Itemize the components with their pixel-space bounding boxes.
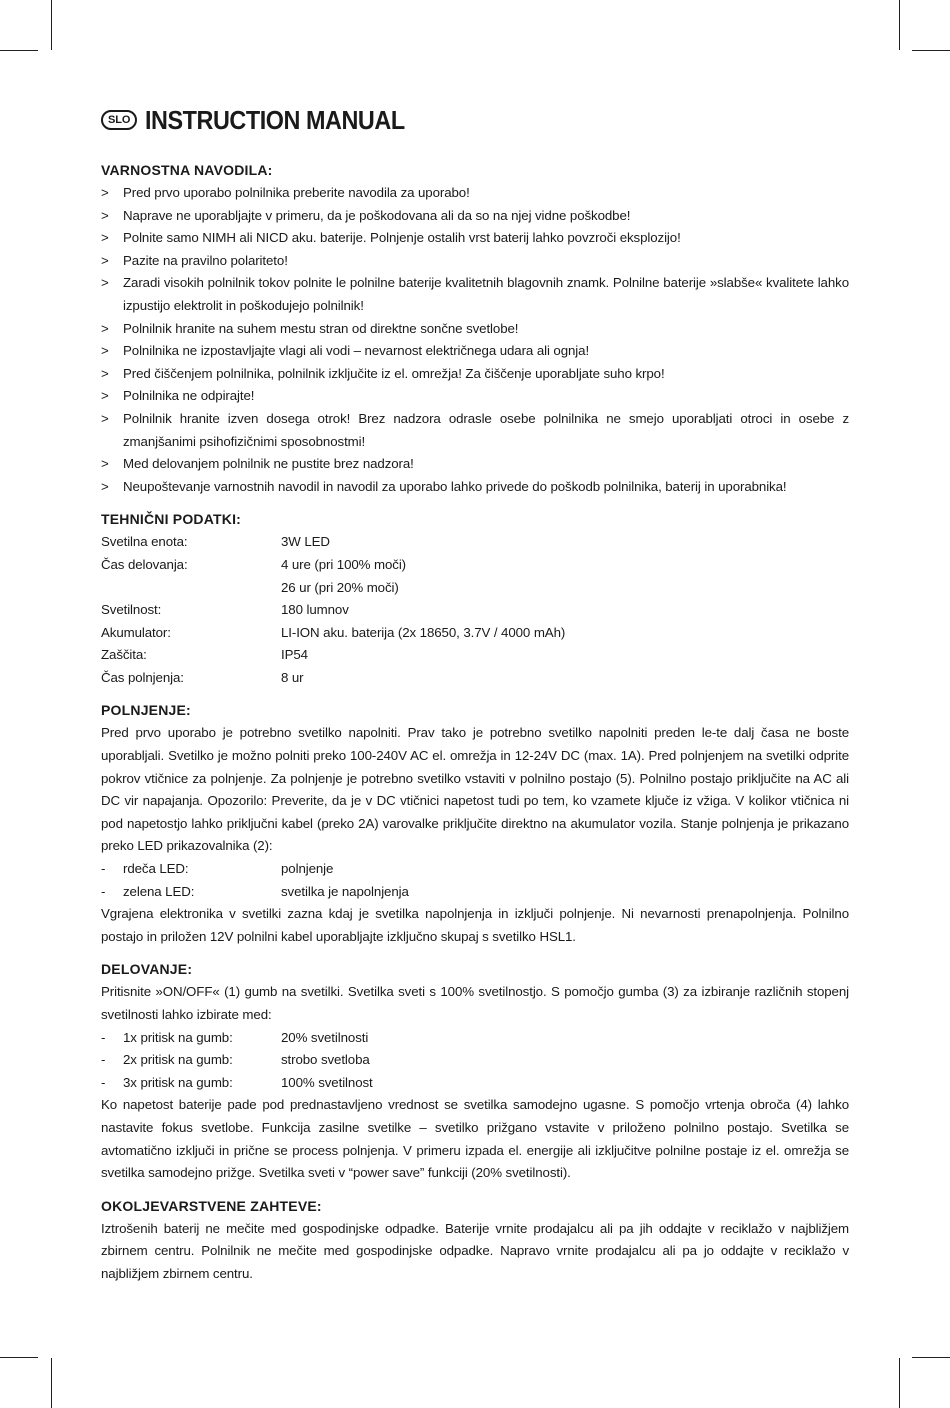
mode-label: 2x pritisk na gumb: (123, 1052, 233, 1068)
spec-row (101, 531, 565, 554)
spec-label: Zaščita: (101, 647, 147, 663)
spec-row (101, 667, 565, 690)
dash-marker: - (101, 1052, 106, 1068)
safety-item: > Polnilnika ne odpirajte! (101, 385, 849, 408)
spec-row (101, 644, 565, 667)
safety-item: > Naprave ne uporabljajte v primeru, da je poškodovana ali da so na njej vidne poškodbe! (101, 205, 849, 228)
operation-paragraph: Pritisnite »ON/OFF« (1) gumb na svetilki. Svetilka sveti s 100% svetilnostjo. S pomočjo gumba (3) za izbiranje različnih stopenj svetilnosti lahko izbirate med: (101, 984, 849, 1022)
crop-mark-tr-h (912, 50, 950, 51)
spec-label: Čas delovanja: (101, 556, 188, 572)
spec-value: LI-ION aku. baterija (2x 18650, 3.7V / 4000 mAh) (281, 624, 566, 640)
led-value: svetilka je napolnjenja (281, 883, 409, 899)
mode-label: 1x pritisk na gumb: (123, 1029, 233, 1045)
mode-value: 20% svetilnosti (281, 1029, 369, 1045)
spec-value: 3W LED (281, 534, 330, 550)
crop-mark-bl-h (0, 1357, 38, 1358)
spec-value: 26 ur (pri 20% moči) (281, 579, 399, 595)
spec-label: Čas polnjenja: (101, 669, 184, 685)
led-row (101, 858, 849, 881)
dash-marker: - (101, 1074, 106, 1090)
led-label: rdeča LED: (123, 861, 189, 877)
environment-heading: OKOLJEVARSTVENE ZAHTEVE: (101, 1197, 322, 1214)
spec-row (101, 577, 565, 600)
operation-paragraph: Ko napetost baterije pade pod prednastavljeno vrednost se svetilka samodejno ugasne. S pomočjo vrtenja obroča (4) lahko nastavite fokus svetlobe. Funkcija zasilne svetilke – svetilko prižgano vstavite v priloženo polnilno postajo. Svetilka se avtomatično izključi in prične se process polnjenja. V primeru izpada el. energije ali izključitve polnilne postaje iz el. omrežja se svetilka samodejno prižge. Svetilka sveti v “power save” funkciji (20% svetilnosti). (101, 1097, 849, 1181)
crop-mark-tl-v (51, 0, 52, 50)
safety-item: > Pred čiščenjem polnilnika, polnilnik izključite iz el. omrežja! Za čiščenje uporabljate suho krpo! (101, 363, 849, 386)
crop-mark-bl-v (51, 1358, 52, 1408)
spec-row (101, 622, 565, 645)
mode-label: 3x pritisk na gumb: (123, 1074, 233, 1090)
safety-item: > Polnilnik hranite izven dosega otrok! Brez nadzora odrasle osebe polnilnika ne smejo uporabljati otroci in osebe z zmanjšanimi psihofizičnimi sposobnostmi! (101, 408, 849, 453)
spec-value: 8 ur (281, 669, 304, 685)
dash-marker: - (101, 861, 106, 877)
spec-label: Svetilnost: (101, 602, 162, 618)
spec-value: 180 lumnov (281, 602, 349, 618)
spec-row (101, 554, 565, 577)
dash-marker: - (101, 883, 106, 899)
mode-row (101, 1049, 849, 1072)
spec-value: 4 ure (pri 100% moči) (281, 556, 407, 572)
led-label: zelena LED: (123, 883, 195, 899)
language-badge: SLO (101, 110, 137, 130)
crop-mark-br-h (912, 1357, 950, 1358)
environment-paragraph: Iztrošenih baterij ne mečite med gospodinjske odpadke. Baterije vrnite prodajalcu ali pa jih oddajte v reciklažo v najbližjem zbirnem centru. Polnilnik ne mečite med gospodinjske odpadke. Napravo vrnite prodajalcu ali pa jo oddajte v reciklažo v najbližjem zbirnem centru. (101, 1220, 849, 1281)
safety-item: > Pred prvo uporabo polnilnika preberite navodila za uporabo! (101, 182, 849, 205)
safety-item: > Pazite na pravilno polariteto! (101, 250, 849, 273)
spec-label: Akumulator: (101, 624, 171, 640)
manual-page (101, 100, 849, 1286)
safety-item: > Polnite samo NIMH ali NICD aku. baterije. Polnjenje ostalih vrst baterij lahko povzroči eksplozijo! (101, 227, 849, 250)
led-row (101, 881, 849, 904)
safety-list (101, 182, 849, 498)
mode-value: 100% svetilnost (281, 1074, 373, 1090)
specs-table (101, 531, 565, 689)
safety-item: > Med delovanjem polnilnik ne pustite brez nadzora! (101, 453, 849, 476)
led-value: polnjenje (281, 861, 334, 877)
operation-heading: DELOVANJE: (101, 961, 193, 978)
safety-item: > Neupoštevanje varnostnih navodil in navodil za uporabo lahko privede do poškodb polnilnika, baterij in uporabnika! (101, 476, 849, 499)
safety-item: > Polnilnik hranite na suhem mestu stran od direktne sončne svetlobe! (101, 318, 849, 341)
spec-value: IP54 (281, 647, 308, 663)
safety-item: > Polnilnika ne izpostavljajte vlagi ali vodi – nevarnost električnega udara ali ognja! (101, 340, 849, 363)
title-row (101, 100, 849, 140)
spec-row (101, 599, 565, 622)
safety-heading: VARNOSTNA NAVODILA: (101, 162, 273, 178)
page-title: INSTRUCTION MANUAL (145, 104, 405, 135)
spec-label (101, 577, 281, 600)
crop-mark-tr-v (899, 0, 900, 50)
crop-mark-br-v (899, 1358, 900, 1408)
dash-marker: - (101, 1029, 106, 1045)
specs-heading: TEHNIČNI PODATKI: (101, 511, 242, 528)
spec-label: Svetilna enota: (101, 534, 188, 550)
mode-value: strobo svetloba (281, 1052, 370, 1068)
charging-paragraph: Vgrajena elektronika v svetilki zazna kdaj je svetilka napolnjenja in izključi polnjenje. Ni nevarnosti prenapolnjenja. Polnilno postajo in priložen 12V polnilni kabel uporabljajte izključno skupaj s svetilko HSL1. (101, 906, 849, 944)
charging-heading: POLNJENJE: (101, 702, 191, 719)
mode-row (101, 1072, 849, 1095)
charging-paragraph: Pred prvo uporabo je potrebno svetilko napolniti. Prav tako je potrebno svetilko napolniti preden le-te dalj časa ne boste uporabljali. Svetilko je možno polniti preko 100-240V AC el. omrežja in 12-24V DC (max. 1A). Pred polnjenjem na svetilki odprite pokrov vtičnice za polnjenje. Za polnjenje je potrebno svetilko vstaviti v polnilno postajo (5). Polnilno postajo priključite na AC ali DC vir napajanja. Opozorilo: Preverite, da je v DC vtičnici napetost tudi po tem, ko vzamete ključe iz vžiga. V kolikor vtičnica ni pod napetostjo lahko priključni kabel (preko 2A) varovalke priključite direktno na akumulator vozila. Stanje polnjenja je prikazano preko LED prikazovalnika (2): (101, 725, 849, 854)
crop-mark-tl-h (0, 50, 38, 51)
safety-item: > Zaradi visokih polnilnik tokov polnite le polnilne baterije kvalitetnih blagovnih znamk. Polnilne baterije »slabše« kvalitete lahko izpustijo elektrolit in poškodujejo polnilnik! (101, 272, 849, 317)
mode-row (101, 1027, 849, 1050)
